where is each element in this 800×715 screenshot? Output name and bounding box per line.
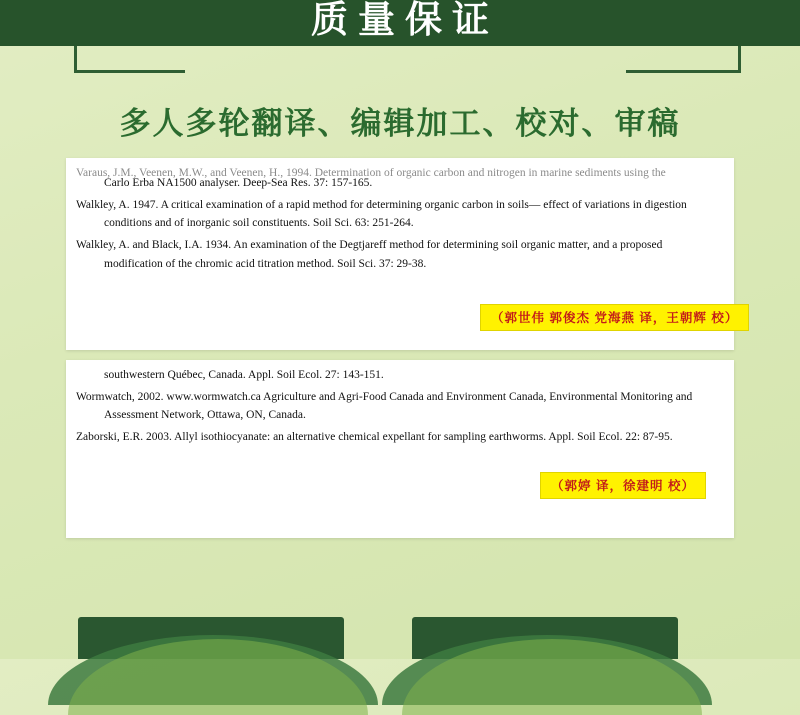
reference-entry: Walkley, A. and Black, I.A. 1934. An examination of the Degtjareff method for determining soil organic matter, and a proposed modification of the chromic acid titration method. Soil Sci. 37: 29-38. xyxy=(76,238,663,270)
book-cover-left xyxy=(78,617,344,659)
page-title: 质量保证 xyxy=(311,0,499,40)
header-banner xyxy=(0,0,800,46)
reference-entry: Carlo Erba NA1500 analyser. Deep-Sea Res. 37: 157-165. xyxy=(104,177,373,189)
document-page-1 xyxy=(66,158,739,350)
reference-list-1 xyxy=(76,164,718,276)
reference-entry: southwestern Québec, Canada. Appl. Soil Ecol. 27: 143-151. xyxy=(104,369,384,381)
reference-entry: Wormwatch, 2002. www.wormwatch.ca Agriculture and Agri-Food Canada and Environment Canada, Environmental Monitoring and Assessment Network, Ottawa, ON, Canada. xyxy=(76,390,693,422)
reference-entry: Varaus, J.M., Veenen, M.W., and Veenen, H., 1994. Determination of organic carbon and nitrogen in marine sediments using the xyxy=(76,167,666,179)
decorative-frame-right xyxy=(626,46,741,73)
reference-entry: Zaborski, E.R. 2003. Allyl isothiocyanate: an alternative chemical expellant for sampling earthworms. Appl. Soil Ecol. 22: 87-95. xyxy=(76,430,673,443)
translation-credit-1: （郭世伟 郭俊杰 党海燕 译，王朝辉 校） xyxy=(480,304,749,331)
decorative-frame-left xyxy=(74,46,185,73)
translation-credit-2: （郭婷 译，徐建明 校） xyxy=(540,472,706,499)
book-cover-right xyxy=(412,617,678,659)
reference-entry: Walkley, A. 1947. A critical examination of a rapid method for determining organic carbon in soils— effect of variations in digestion conditions and of inorganic soil constituents. Soil Sci. 63: 251-264. xyxy=(76,198,687,230)
subtitle: 多人多轮翻译、编辑加工、校对、审稿 xyxy=(119,106,681,141)
reference-list-2 xyxy=(76,366,718,450)
document-page-2 xyxy=(66,360,734,538)
